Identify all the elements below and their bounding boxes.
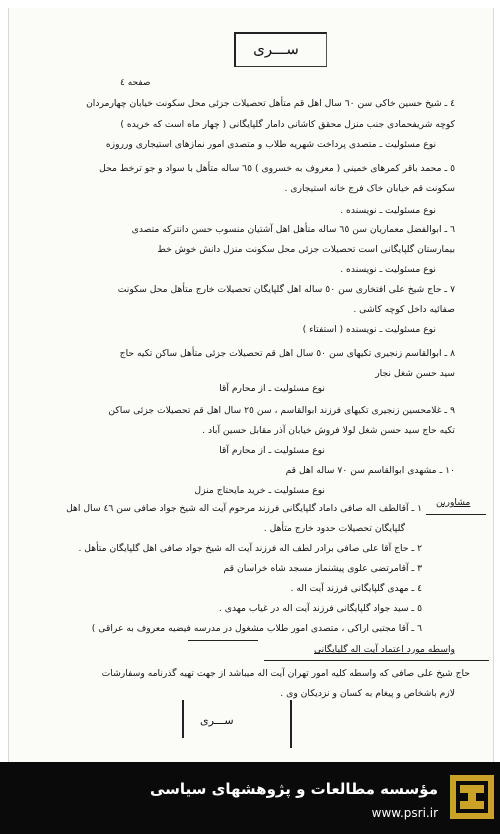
advisors-underline	[426, 514, 486, 515]
intermediary-line: لازم باشخاص و پیغام به کسان و نزدیکان وی .	[280, 688, 455, 699]
intermediary-underline	[264, 660, 489, 661]
entry-role: نوع مسئولیت ـ از محارم آقا	[219, 445, 325, 456]
entry-line: ٥ ـ محمد باقر کمرهای خمینی ( معروف به خسروی ) ٦٥ ساله متأهل با سواد و جو ترخط محل	[99, 163, 455, 174]
intermediary-heading: واسطه مورد اعتماد آیت اله گلپایگانی	[314, 644, 455, 655]
entry-line: بیمارستان گلپایگانی است تحصیلات جزئی محل سکونت منزل دانش خوش خط	[157, 244, 455, 255]
advisor-line: ٦ ـ آقا مجتبی اراکی ، متصدی امور طلاب مشغول در مدرسه فیضیه معروف به عراقی )	[91, 623, 422, 634]
entry-line: ٧ ـ حاج شیخ علی افتخاری سن ٥٠ ساله اهل گلپایگان تحصیلات خارج متأهل محل سکونت	[117, 284, 455, 295]
publisher-name: مؤسسه مطالعات و پژوهشهای سیاسی	[149, 780, 438, 798]
publisher-footer	[0, 762, 500, 834]
entry-line: تکیه حاج سید حسن شغل لولا فروش خیابان آذر مقابل حسین آباد .	[202, 425, 455, 436]
entry-role: نوع مسئولیت ـ از محارم آقا	[219, 383, 325, 394]
advisors-label: مشاورین	[436, 497, 471, 508]
entry-line: ٨ ـ ابوالقاسم زنجیری تکیهای سن ٥٠ سال اهل قم تحصیلات جزئی متأهل ساکن تکیه حاج	[119, 348, 455, 359]
advisor-line: ١ ـ آقالطف اله صافی داماد گلپایگانی فرزند مرحوم آیت اله شیخ جواد صافی سن ٤٦ سال اهل	[66, 503, 422, 514]
advisor-line: ٤ ـ مهدی گلپایگانی فرزند آیت اله .	[290, 583, 422, 594]
entry-line: صفائیه داخل کوچه کاشی .	[353, 304, 455, 315]
stamp-bracket-right	[290, 700, 292, 748]
advisor-line: ٥ ـ سید جواد گلپایگانی فرزند آیت اله در غیاب مهدی .	[218, 603, 422, 614]
entry-role: نوع مسئولیت ـ نویسنده .	[340, 205, 436, 216]
entry-role: نوع مسئولیت ـ نویسنده ( استفتاء )	[302, 324, 436, 335]
entry-role: نوع مسئولیت ـ نویسنده .	[340, 264, 436, 275]
entry-line: سید حسن شغل نجار	[375, 368, 455, 379]
advisor-line: ٣ ـ آقامرتضی علوی پیشنماز مسجد شاه خراسان قم	[223, 563, 422, 574]
classification-stamp-footer: ســـری	[200, 714, 234, 727]
publisher-url[interactable]: www.psri.ir	[371, 806, 438, 820]
entry-line: کوچه شریفحمادی جنب منزل محقق کاشانی دامار گلپایگانی ( چهار ماه است که خریده )	[120, 119, 455, 130]
entry-line: ٤ ـ شیخ حسین خاکی سن ٦٠ سال اهل قم متأهل تحصیلات جزئی محل سکونت خیابان چهارمردان	[86, 98, 455, 109]
entry-line: ١٠ ـ مشهدی ابوالقاسم سن ٧٠ ساله اهل قم	[285, 465, 455, 476]
page-label: صفحه ٤	[120, 78, 151, 88]
intermediary-rule	[188, 640, 258, 641]
entry-line: سکونت قم خیابان خاک فرج خانه استیجاری .	[284, 183, 455, 194]
entry-role: نوع مسئولیت ـ متصدی پرداخت شهریه طلاب و متصدی امور نمازهای استیجاری ورروزه	[105, 139, 436, 150]
stamp-bracket-left	[182, 700, 184, 738]
advisor-line: ٢ ـ حاج آقا علی صافی برادر لطف اله فرزند آیت اله شیخ جواد صافی اهل گلپایگان متأهل .	[78, 543, 422, 554]
entry-line: ٦ ـ ابوالفضل معماریان سن ٦٥ ساله متأهل اهل آشتیان منسوب حسن دانترکه متصدی	[131, 224, 455, 235]
entry-role: نوع مسئولیت ـ خرید مایحتاج منزل	[194, 485, 325, 496]
classification-stamp: ســـری	[253, 40, 299, 58]
psri-logo-icon	[450, 775, 494, 819]
entry-line: ٩ ـ غلامحسین زنجیری تکیهای فرزند ابوالقاسم ، سن ٢٥ سال اهل قم تحصیلات جزئی ساکن	[108, 405, 455, 416]
advisor-line: گلپایگان تحصیلات حدود خارج متأهل .	[263, 523, 405, 534]
intermediary-line: حاج شیخ علی صافی که واسطه کلیه امور تهران آیت اله میباشد از جهت تهیه گذرنامه وسفارشات	[101, 668, 470, 679]
